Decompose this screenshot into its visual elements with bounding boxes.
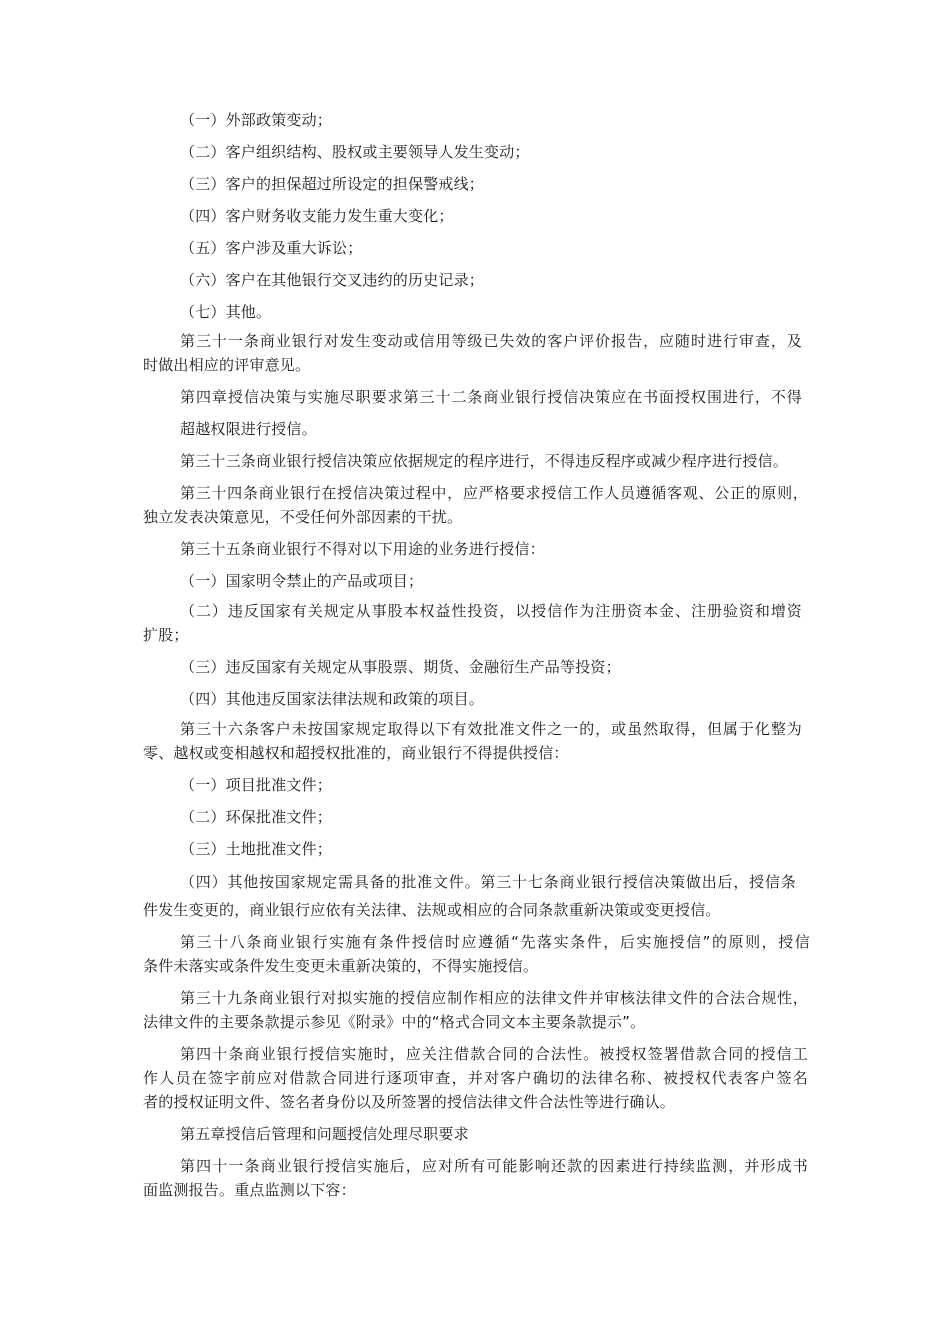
text-line: （五）客户涉及重大诉讼； <box>180 239 363 257</box>
text-line: 扩股； <box>143 626 189 644</box>
text-line: （四）其他按国家规定需具备的批准文件。第三十七条商业银行授信决策做出后，授信条 <box>180 873 796 891</box>
text-line: 独立发表决策意见，不受任何外部因素的干扰。 <box>143 508 463 526</box>
text-line: 超越权限进行授信。 <box>180 420 317 438</box>
text-line: 第三十三条商业银行授信决策应依据规定的程序进行，不得违反程序或减少程序进行授信。 <box>180 452 789 470</box>
text-line: 第四十一条商业银行授信实施后，应对所有可能影响还款的因素进行持续监测，并形成书 <box>180 1157 808 1175</box>
text-line: （一）国家明令禁止的产品或项目； <box>180 572 424 590</box>
text-line: （四）客户财务收支能力发生重大变化； <box>180 207 454 225</box>
text-line: 面监测报告。重点监测以下容： <box>143 1181 356 1199</box>
text-line: （一）项目批准文件； <box>180 776 333 794</box>
text-line: 法律文件的主要条款提示参见《附录》中的“格式合同文本主要条款提示”。 <box>143 1013 646 1031</box>
text-line: （六）客户在其他银行交叉违约的历史记录； <box>180 271 485 289</box>
text-line: （七）其他。 <box>180 303 272 321</box>
text-line: 件发生变更的，商业银行应依有关法律、法规或相应的合同条款重新决策或变更授信。 <box>143 901 721 919</box>
text-line: 时做出相应的评审意见。 <box>143 356 311 374</box>
text-line: （二）客户组织结构、股权或主要领导人发生变动； <box>180 143 530 161</box>
text-line: （二）违反国家有关规定从事股本权益性投资，以授信作为注册资本金、注册验资和增资 <box>180 602 802 620</box>
text-line: 第三十八条商业银行实施有条件授信时应遵循“先落实条件，后实施授信”的原则，授信 <box>180 933 810 951</box>
text-line: 第三十九条商业银行对拟实施的授信应制作相应的法律文件并审核法律文件的合法合规性， <box>180 989 808 1007</box>
section-heading: 第五章授信后管理和问题授信处理尽职要求 <box>180 1125 469 1143</box>
text-line: 作人员在签字前应对借款合同进行逐项审查，并对客户确切的法律名称、被授权代表客户签名 <box>143 1069 808 1087</box>
text-line: （三）客户的担保超过所设定的担保警戒线； <box>180 175 485 193</box>
text-line: （三）违反国家有关规定从事股票、期货、金融衍生产品等投资； <box>180 658 621 676</box>
text-line: 第三十四条商业银行在授信决策过程中，应严格要求授信工作人员遵循客观、公正的原则， <box>180 484 808 502</box>
text-line: 者的授权证明文件、签名者身份以及所签署的授信法律文件合法性等进行确认。 <box>143 1093 676 1111</box>
text-line: （四）其他违反国家法律法规和政策的项目。 <box>180 690 485 708</box>
text-line: 第四十条商业银行授信实施时，应关注借款合同的合法性。被授权签署借款合同的授信工 <box>180 1045 808 1063</box>
text-line: 条件未落实或条件发生变更未重新决策的，不得实施授信。 <box>143 957 539 975</box>
text-line: 第三十六条客户未按国家规定取得以下有效批准文件之一的，或虽然取得，但属于化整为 <box>180 720 802 738</box>
text-line: （二）环保批准文件； <box>180 808 333 826</box>
text-line: 第四章授信决策与实施尽职要求第三十二条商业银行授信决策应在书面授权围进行，不得 <box>180 388 802 406</box>
text-line: （三）土地批准文件； <box>180 840 333 858</box>
text-line: 第三十五条商业银行不得对以下用途的业务进行授信： <box>180 540 545 558</box>
text-line: （一）外部政策变动； <box>180 111 333 129</box>
text-line: 零、越权或变相越权和超授权批准的，商业银行不得提供授信： <box>143 744 569 762</box>
text-line: 第三十一条商业银行对发生变动或信用等级已失效的客户评价报告，应随时进行审查，及 <box>180 332 802 350</box>
